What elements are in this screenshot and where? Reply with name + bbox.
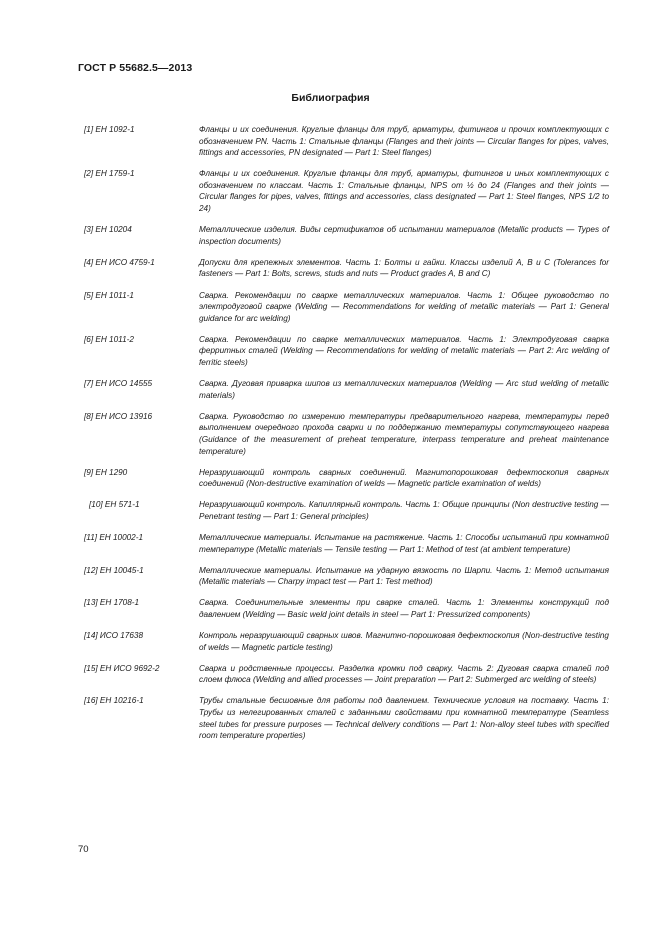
entry-description: Сварка. Рекомендации по сварке металлических материалов. Часть 1: Электродуговая сварка ферритных сталей (Welding — Recommendations for welding of metallic materials — Part 2: Arc welding of ferritic steels) <box>199 334 609 367</box>
entry-description: Сварка. Дуговая приварка шипов из металлических материалов (Welding — Arc stud welding of metallic materials) <box>199 379 609 400</box>
entry-description: Металлические изделия. Виды сертификатов об испытании материалов (Metallic products — Types of inspection documents) <box>199 225 609 246</box>
entry-reference: [7] ЕН ИСО 14555 <box>84 379 153 389</box>
bibliography-entry <box>84 630 609 653</box>
bibliography-entry <box>84 224 609 247</box>
entry-description: Сварка и родственные процессы. Разделка кромки под сварку. Часть 2: Дуговая сварка сталей под слоем флюса (Welding and allied processes — Joint preparation — Part 2: Submerged arc welding of steels) <box>199 663 609 685</box>
entry-description: Сварка. Руководство по измерению температуры предварительного нагрева, температуры перед выполнением очередного прохода сварки и по поддержанию температуры сопутствующего нагрева (Guidance of the measurement of preheat temperature, interpass temperature and preheat maintenance temperature) <box>199 411 609 456</box>
bibliography-entry <box>84 124 609 159</box>
bibliography-entry <box>84 378 609 401</box>
bibliography-entry <box>84 532 609 555</box>
entry-reference: [6] ЕН 1011-2 <box>84 334 134 344</box>
entry-reference: [9] ЕН 1290 <box>84 467 128 477</box>
entry-reference: [10] ЕН 571-1 <box>89 500 140 510</box>
entry-description: Контроль неразрушающий сварных швов. Магнитно-порошковая дефектоскопия (Non-destructive testing of welds — Magnetic particle testing) <box>199 631 609 652</box>
entry-description: Допуски для крепежных элементов. Часть 1: Болты и гайки. Классы изделий А, В и С (Tolerances for fasteners — Part 1: Bolts, screws, studs and nuts — Product grades A, B and C) <box>199 257 609 279</box>
entry-description: Неразрушающий контроль. Капиллярный контроль. Часть 1: Общие принципы (Non destructive testing — Penetrant testing — Part 1: General principles) <box>199 500 609 521</box>
bibliography-entry <box>84 168 609 214</box>
entry-reference: [3] ЕН 10204 <box>84 225 132 235</box>
entry-description: Металлические материалы. Испытание на ударную вязкость по Шарпи. Часть 1: Метод испытания (Metallic materials — Charpy impact test — Part 1: Test method) <box>199 565 609 587</box>
entry-description: Фланцы и их соединения. Круглые фланцы для труб, арматуры, фитингов и прочих комплектующих с обозначением PN. Часть 1: Стальные фланцы (Flanges and their joints — Circular flanges for pipes, valves, fittings and accessories, PN designated — Part 1: Steel flanges) <box>199 125 609 158</box>
bibliography-entry <box>84 499 609 522</box>
entry-reference: [12] ЕН 10045-1 <box>84 565 144 575</box>
entry-reference: [16] ЕН 10216-1 <box>84 696 144 706</box>
entry-reference: [2] ЕН 1759-1 <box>84 169 135 179</box>
bibliography-entry <box>84 411 609 457</box>
bibliography-entry <box>84 467 609 490</box>
entry-description: Металлические материалы. Испытание на растяжение. Часть 1: Способы испытаний при комнатной температуре (Metallic materials — Tensile testing — Part 1: Method of test (at ambient temperature) <box>199 533 609 554</box>
entry-reference: [15] ЕН ИСО 9692-2 <box>84 663 160 673</box>
entry-description: Сварка. Соединительные элементы при сварке сталей. Часть 1: Элементы конструкций под давлением (Welding — Basic weld joint details in steel — Part 1: Pressurized components) <box>199 598 609 619</box>
bibliography-entry <box>84 565 609 588</box>
entry-reference: [4] ЕН ИСО 4759-1 <box>84 257 155 267</box>
bibliography-entry <box>84 334 609 369</box>
entry-reference: [11] ЕН 10002-1 <box>84 533 144 543</box>
entry-description: Неразрушающий контроль сварных соединений. Магнитопорошковая дефектоскопия сварных соединений (Non-destructive examination of welds — Magnetic particle examination of welds) <box>199 467 609 489</box>
entry-reference: [13] ЕН 1708-1 <box>84 598 140 608</box>
bibliography-entry <box>84 597 609 620</box>
bibliography-title: Библиография <box>291 92 370 104</box>
entry-description: Фланцы и их соединения. Круглые фланцы для труб, арматуры, фитингов и иных комплектующих с обозначением по классам. Часть 1: Стальные фланцы, NPS от ½ до 24 (Flanges and their joints — Circular flanges for pipes, valves, fittings and accessories, class designated — Part 1: Steel flanges, NPS 1/2 to 24) <box>199 169 609 214</box>
entry-reference: [8] ЕН ИСО 13916 <box>84 411 153 421</box>
entry-reference: [1] ЕН 1092-1 <box>84 125 135 134</box>
document-header: ГОСТ Р 55682.5—2013 <box>78 62 193 74</box>
bibliography-entry <box>84 257 609 280</box>
entry-reference: [5] ЕН 1011-1 <box>84 290 134 300</box>
page-number: 70 <box>78 844 89 855</box>
bibliography-entry <box>84 290 609 325</box>
entry-description: Трубы стальные бесшовные для работы под давлением. Технические условия на поставку. Часть 1: Трубы из нелегированных сталей с заданными свойствами при комнатной температуре (Seamless steel tubes for pressure purposes — Technical delivery conditions — Part 1: Non-alloy steel tubes with specified room temperature properties) <box>199 696 609 741</box>
bibliography-list <box>84 124 609 751</box>
bibliography-entry <box>84 695 609 741</box>
bibliography-entry <box>84 663 609 686</box>
entry-description: Сварка. Рекомендации по сварке металлических материалов. Часть 1: Общее руководство по электродуговой сварке (Welding — Recommendations for welding of metallic materials — Part 1: General guidance for arc welding) <box>199 290 609 323</box>
entry-reference: [14] ИСО 17638 <box>84 631 144 641</box>
